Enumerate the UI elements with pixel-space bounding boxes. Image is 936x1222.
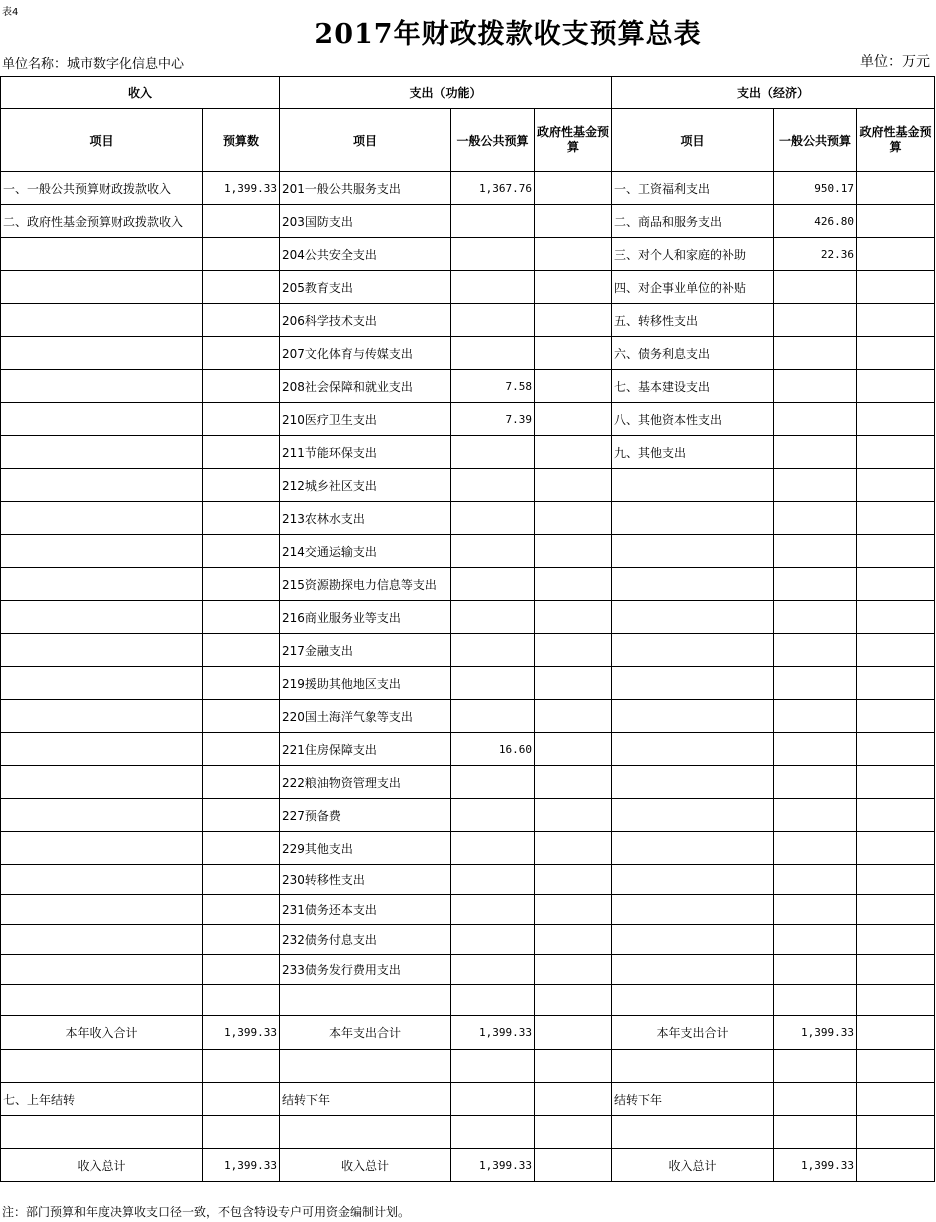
econ-item: 三、对个人和家庭的补助	[612, 238, 774, 271]
func-fund-value	[535, 601, 612, 634]
func-item: 219援助其他地区支出	[280, 667, 451, 700]
econ-fund-value	[857, 205, 935, 238]
income-amount	[203, 895, 280, 925]
func-general-value	[451, 700, 535, 733]
econ-fund-value	[857, 832, 935, 865]
econ-general-value	[774, 766, 857, 799]
func-item: 211节能环保支出	[280, 436, 451, 469]
table-row	[1, 205, 935, 238]
income-amount	[203, 370, 280, 403]
func-general-value	[451, 925, 535, 955]
func-item: 232债务付息支出	[280, 925, 451, 955]
econ-general-value	[774, 370, 857, 403]
table-row	[1, 337, 935, 370]
income-amount	[203, 766, 280, 799]
grand-econ-label: 收入总计	[612, 1149, 774, 1182]
unit-name: 单位名称：城市数字化信息中心	[2, 57, 185, 72]
econ-item	[612, 601, 774, 634]
func-general-value	[451, 568, 535, 601]
econ-item: 七、基本建设支出	[612, 370, 774, 403]
table-row	[1, 436, 935, 469]
econ-item: 一、工资福利支出	[612, 172, 774, 205]
func-fund-value	[535, 436, 612, 469]
table-row	[1, 568, 935, 601]
carry-in-label: 七、上年结转	[1, 1083, 203, 1116]
table-row	[1, 370, 935, 403]
year-income-value: 1,399.33	[203, 1016, 280, 1050]
income-item-header: 项目	[1, 109, 203, 172]
func-fund-value	[535, 502, 612, 535]
budget-table	[0, 76, 935, 1182]
econ-general-value	[774, 304, 857, 337]
table-row	[1, 271, 935, 304]
func-item: 207文化体育与传媒支出	[280, 337, 451, 370]
carry-row	[1, 1083, 935, 1116]
econ-general-value: 426.80	[774, 205, 857, 238]
table-row	[1, 535, 935, 568]
table-row	[1, 172, 935, 205]
year-expense-econ-value: 1,399.33	[774, 1016, 857, 1050]
func-fund-value	[535, 766, 612, 799]
econ-general-value	[774, 799, 857, 832]
func-fund-value	[535, 271, 612, 304]
income-item	[1, 436, 203, 469]
econ-item	[612, 895, 774, 925]
econ-fund-value	[857, 502, 935, 535]
income-amount	[203, 568, 280, 601]
income-amount	[203, 733, 280, 766]
table-number: 表4	[2, 7, 19, 18]
income-item	[1, 568, 203, 601]
income-item	[1, 238, 203, 271]
econ-item	[612, 865, 774, 895]
table-row	[1, 667, 935, 700]
income-amount	[203, 700, 280, 733]
grand-econ-value: 1,399.33	[774, 1149, 857, 1182]
econ-fund-value	[857, 955, 935, 985]
econ-fund-value	[857, 469, 935, 502]
func-fund-value	[535, 733, 612, 766]
income-amount	[203, 337, 280, 370]
income-amount	[203, 469, 280, 502]
table-row	[1, 895, 935, 925]
econ-fund-value	[857, 667, 935, 700]
econ-general-value	[774, 337, 857, 370]
econ-item	[612, 955, 774, 985]
econ-general-value	[774, 535, 857, 568]
func-general-value	[451, 895, 535, 925]
func-item: 205教育支出	[280, 271, 451, 304]
econ-general-value	[774, 667, 857, 700]
econ-general-value	[774, 955, 857, 985]
func-general-value	[451, 205, 535, 238]
econ-item	[612, 667, 774, 700]
func-item: 231债务还本支出	[280, 895, 451, 925]
table-row	[1, 733, 935, 766]
income-amount	[203, 955, 280, 985]
econ-general-value	[774, 601, 857, 634]
econ-item	[612, 925, 774, 955]
econ-general-value: 22.36	[774, 238, 857, 271]
income-item	[1, 304, 203, 337]
income-amount	[203, 865, 280, 895]
blank-row	[1, 1116, 935, 1149]
econ-fund-value	[857, 304, 935, 337]
econ-item	[612, 502, 774, 535]
func-item: 215资源勘探电力信息等支出	[280, 568, 451, 601]
year-expense-econ-label: 本年支出合计	[612, 1016, 774, 1050]
econ-general-value	[774, 832, 857, 865]
income-item: 一、一般公共预算财政拨款收入	[1, 172, 203, 205]
income-amount	[203, 403, 280, 436]
income-amount: 1,399.33	[203, 172, 280, 205]
func-general-value	[451, 535, 535, 568]
econ-item	[612, 733, 774, 766]
table-row	[1, 304, 935, 337]
func-item: 217金融支出	[280, 634, 451, 667]
econ-item	[612, 634, 774, 667]
econ-general-value	[774, 865, 857, 895]
econ-general-value	[774, 700, 857, 733]
footnote: 注：部门预算和年度决算收支口径一致，不包含特设专户可用资金编制计划。	[2, 1205, 411, 1219]
econ-fund-header: 政府性基金预算	[857, 109, 935, 172]
econ-item	[612, 469, 774, 502]
func-general-value	[451, 436, 535, 469]
func-general-value: 7.58	[451, 370, 535, 403]
grand-income-label: 收入总计	[1, 1149, 203, 1182]
table-row	[1, 601, 935, 634]
econ-item	[612, 568, 774, 601]
func-item: 214交通运输支出	[280, 535, 451, 568]
func-fund-value	[535, 337, 612, 370]
econ-general-value	[774, 634, 857, 667]
econ-general-value	[774, 925, 857, 955]
econ-item	[612, 799, 774, 832]
econ-fund-value	[857, 271, 935, 304]
income-item	[1, 733, 203, 766]
income-amount	[203, 799, 280, 832]
econ-item: 九、其他支出	[612, 436, 774, 469]
econ-item-header: 项目	[612, 109, 774, 172]
econ-general-value	[774, 271, 857, 304]
func-item: 230转移性支出	[280, 865, 451, 895]
table-row	[1, 634, 935, 667]
income-item: 二、政府性基金预算财政拨款收入	[1, 205, 203, 238]
income-item	[1, 601, 203, 634]
func-general-value	[451, 469, 535, 502]
grand-total-row	[1, 1149, 935, 1182]
func-item: 206科学技术支出	[280, 304, 451, 337]
econ-item: 五、转移性支出	[612, 304, 774, 337]
econ-item	[612, 766, 774, 799]
econ-general-value	[774, 403, 857, 436]
income-amount	[203, 925, 280, 955]
func-item: 227预备费	[280, 799, 451, 832]
income-amount	[203, 205, 280, 238]
func-general-value	[451, 799, 535, 832]
func-fund-value	[535, 370, 612, 403]
currency-unit: 单位：万元	[860, 54, 930, 70]
income-item	[1, 535, 203, 568]
func-item: 216商业服务业等支出	[280, 601, 451, 634]
income-item	[1, 634, 203, 667]
func-general-value: 1,367.76	[451, 172, 535, 205]
income-amount-header: 预算数	[203, 109, 280, 172]
econ-fund-value	[857, 403, 935, 436]
func-item: 220国土海洋气象等支出	[280, 700, 451, 733]
func-item: 233债务发行费用支出	[280, 955, 451, 985]
econ-fund-value	[857, 799, 935, 832]
grand-func-label: 收入总计	[280, 1149, 451, 1182]
econ-general-value	[774, 502, 857, 535]
expense-func-section-header: 支出（功能）	[280, 77, 612, 109]
econ-fund-value	[857, 733, 935, 766]
func-item-header: 项目	[280, 109, 451, 172]
func-fund-value	[535, 799, 612, 832]
func-item: 212城乡社区支出	[280, 469, 451, 502]
econ-fund-value	[857, 601, 935, 634]
func-general-value: 7.39	[451, 403, 535, 436]
func-general-value	[451, 766, 535, 799]
func-fund-value	[535, 205, 612, 238]
econ-general-header: 一般公共预算	[774, 109, 857, 172]
econ-fund-value	[857, 172, 935, 205]
econ-fund-value	[857, 700, 935, 733]
table-row	[1, 766, 935, 799]
income-item	[1, 895, 203, 925]
econ-fund-value	[857, 895, 935, 925]
func-general-value	[451, 502, 535, 535]
year-total-row	[1, 1016, 935, 1050]
econ-general-value	[774, 568, 857, 601]
func-general-header: 一般公共预算	[451, 109, 535, 172]
income-item	[1, 700, 203, 733]
income-amount	[203, 502, 280, 535]
econ-general-value: 950.17	[774, 172, 857, 205]
func-general-value	[451, 238, 535, 271]
table-row	[1, 799, 935, 832]
grand-income-value: 1,399.33	[203, 1149, 280, 1182]
func-general-value	[451, 955, 535, 985]
econ-fund-value	[857, 370, 935, 403]
func-item: 201一般公共服务支出	[280, 172, 451, 205]
income-amount	[203, 667, 280, 700]
func-fund-header: 政府性基金预算	[535, 109, 612, 172]
table-row	[1, 865, 935, 895]
func-fund-value	[535, 865, 612, 895]
income-item	[1, 766, 203, 799]
func-fund-value	[535, 700, 612, 733]
func-fund-value	[535, 925, 612, 955]
econ-fund-value	[857, 766, 935, 799]
carry-out-func-label: 结转下年	[280, 1083, 451, 1116]
func-fund-value	[535, 469, 612, 502]
func-item: 204公共安全支出	[280, 238, 451, 271]
income-item	[1, 799, 203, 832]
econ-item	[612, 535, 774, 568]
income-section-header: 收入	[1, 77, 280, 109]
econ-item: 二、商品和服务支出	[612, 205, 774, 238]
func-item: 203国防支出	[280, 205, 451, 238]
econ-fund-value	[857, 865, 935, 895]
income-amount	[203, 535, 280, 568]
econ-general-value	[774, 733, 857, 766]
carry-out-econ-label: 结转下年	[612, 1083, 774, 1116]
income-amount	[203, 304, 280, 337]
income-amount	[203, 601, 280, 634]
econ-fund-value	[857, 634, 935, 667]
grand-func-value: 1,399.33	[451, 1149, 535, 1182]
func-fund-value	[535, 304, 612, 337]
table-row	[1, 700, 935, 733]
income-item	[1, 865, 203, 895]
func-fund-value	[535, 238, 612, 271]
func-fund-value	[535, 403, 612, 436]
income-item	[1, 667, 203, 700]
income-item	[1, 469, 203, 502]
expense-econ-section-header: 支出（经济）	[612, 77, 935, 109]
table-row	[1, 469, 935, 502]
func-fund-value	[535, 535, 612, 568]
econ-general-value	[774, 469, 857, 502]
func-fund-value	[535, 568, 612, 601]
func-item: 213农林水支出	[280, 502, 451, 535]
income-item	[1, 955, 203, 985]
func-general-value	[451, 337, 535, 370]
func-general-value	[451, 271, 535, 304]
table-row	[1, 925, 935, 955]
blank-row	[1, 1050, 935, 1083]
page-title: 2017年财政拨款收支预算总表	[314, 19, 702, 50]
income-amount	[203, 436, 280, 469]
func-fund-value	[535, 955, 612, 985]
income-item	[1, 271, 203, 304]
func-fund-value	[535, 634, 612, 667]
blank-row	[1, 985, 935, 1016]
income-item	[1, 832, 203, 865]
econ-item	[612, 700, 774, 733]
table-row	[1, 832, 935, 865]
func-item: 221住房保障支出	[280, 733, 451, 766]
year-expense-func-value: 1,399.33	[451, 1016, 535, 1050]
income-item	[1, 370, 203, 403]
econ-item: 八、其他资本性支出	[612, 403, 774, 436]
func-general-value	[451, 634, 535, 667]
econ-fund-value	[857, 568, 935, 601]
econ-fund-value	[857, 337, 935, 370]
func-general-value	[451, 832, 535, 865]
econ-fund-value	[857, 925, 935, 955]
func-fund-value	[535, 832, 612, 865]
func-fund-value	[535, 172, 612, 205]
econ-fund-value	[857, 238, 935, 271]
econ-general-value	[774, 895, 857, 925]
func-general-value: 16.60	[451, 733, 535, 766]
func-fund-value	[535, 895, 612, 925]
func-item: 210医疗卫生支出	[280, 403, 451, 436]
income-item	[1, 502, 203, 535]
income-amount	[203, 271, 280, 304]
func-general-value	[451, 865, 535, 895]
income-amount	[203, 832, 280, 865]
func-general-value	[451, 601, 535, 634]
column-header-row	[1, 109, 935, 172]
year-expense-func-label: 本年支出合计	[280, 1016, 451, 1050]
income-item	[1, 337, 203, 370]
func-item: 222粮油物资管理支出	[280, 766, 451, 799]
table-row	[1, 502, 935, 535]
section-header-row	[1, 77, 935, 109]
econ-item	[612, 832, 774, 865]
econ-fund-value	[857, 535, 935, 568]
func-item: 229其他支出	[280, 832, 451, 865]
income-amount	[203, 634, 280, 667]
econ-item: 六、债务利息支出	[612, 337, 774, 370]
func-general-value	[451, 667, 535, 700]
income-item	[1, 925, 203, 955]
econ-general-value	[774, 436, 857, 469]
econ-fund-value	[857, 436, 935, 469]
table-row	[1, 955, 935, 985]
econ-item: 四、对企事业单位的补贴	[612, 271, 774, 304]
table-row	[1, 238, 935, 271]
year-income-label: 本年收入合计	[1, 1016, 203, 1050]
table-row	[1, 403, 935, 436]
func-general-value	[451, 304, 535, 337]
income-amount	[203, 238, 280, 271]
func-item: 208社会保障和就业支出	[280, 370, 451, 403]
func-fund-value	[535, 667, 612, 700]
income-item	[1, 403, 203, 436]
